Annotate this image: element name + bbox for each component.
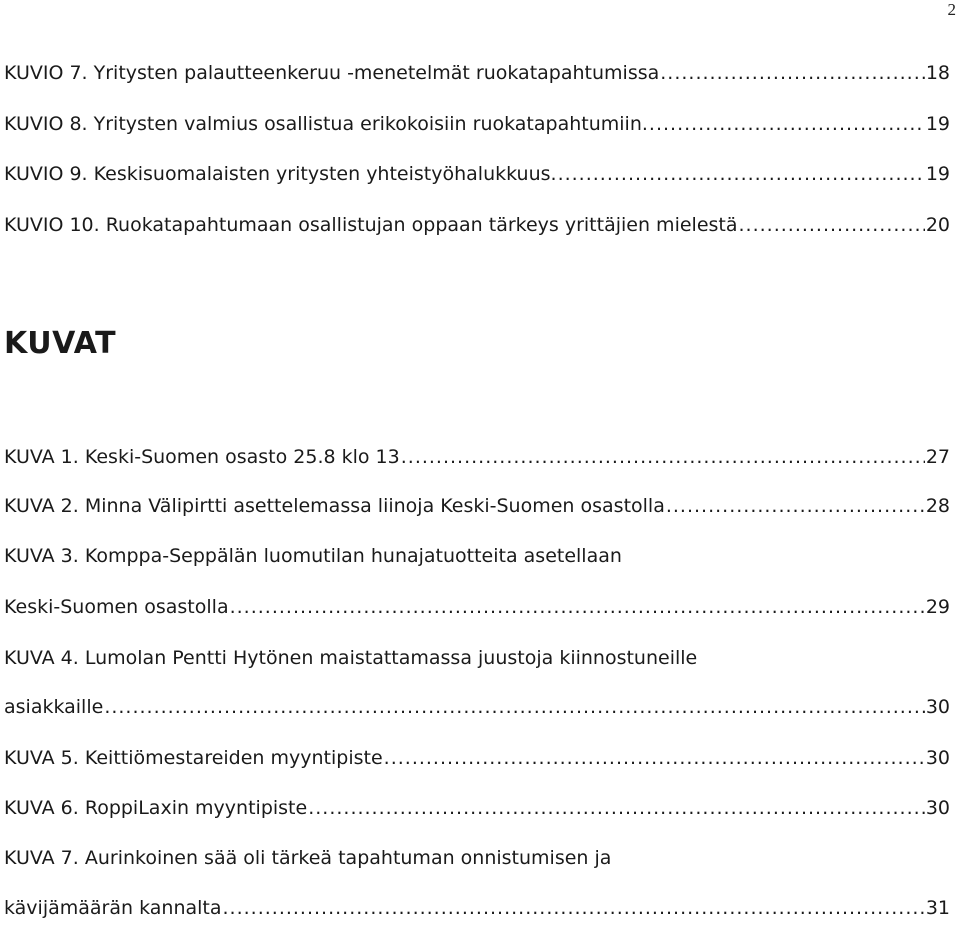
figure-entry[interactable] [4, 161, 950, 187]
image-entry[interactable] [4, 694, 950, 720]
page-number: 2 [947, 0, 956, 19]
leader-dots [230, 594, 925, 620]
image-entry[interactable] [4, 444, 950, 470]
image-label: KUVA 5. Keittiömestareiden myyntipiste [4, 747, 383, 769]
leader-dots [223, 895, 925, 921]
leader-dots [308, 795, 925, 821]
figure-label: KUVIO 8. Yritysten valmius osallistua erikokoisiin ruokatapahtumiin. [4, 113, 648, 135]
image-entry[interactable] [4, 795, 950, 821]
image-entry[interactable] [4, 493, 950, 519]
section-heading-kuvat: KUVAT [4, 326, 117, 361]
figure-page: 20 [925, 214, 950, 236]
image-page: 28 [925, 495, 950, 517]
figure-page: 19 [925, 163, 950, 185]
image-entry-line1[interactable]: KUVA 4. Lumolan Pentti Hytönen maistattamassa juustoja kiinnostuneille [4, 647, 698, 669]
figure-entry[interactable] [4, 212, 950, 238]
image-entry-line1[interactable]: KUVA 7. Aurinkoinen sää oli tärkeä tapahtuman onnistumisen ja [4, 847, 612, 869]
image-page: 30 [925, 797, 950, 819]
image-entry[interactable] [4, 895, 950, 921]
figure-label: KUVIO 10. Ruokatapahtumaan osallistujan oppaan tärkeys yrittäjien mielestä [4, 214, 738, 236]
leader-dots [660, 60, 925, 86]
leader-dots [558, 161, 925, 187]
figure-label: KUVIO 9. Keskisuomalaisten yritysten yhteistyöhalukkuus. [4, 163, 557, 185]
image-page: 29 [925, 596, 950, 618]
leader-dots [739, 212, 925, 238]
image-entry[interactable] [4, 594, 950, 620]
figure-entry[interactable] [4, 60, 950, 86]
leader-dots [384, 745, 925, 771]
image-entry[interactable] [4, 745, 950, 771]
image-label: KUVA 6. RoppiLaxin myyntipiste [4, 797, 308, 819]
image-label: kävijämäärän kannalta [4, 897, 222, 919]
figure-label: KUVIO 7. Yritysten palautteenkeruu -menetelmät ruokatapahtumissa [4, 62, 660, 84]
image-label: Keski-Suomen osastolla [4, 596, 229, 618]
image-entry-line1[interactable]: KUVA 3. Komppa-Seppälän luomutilan hunajatuotteita asetellaan [4, 545, 622, 567]
figure-entry[interactable] [4, 111, 950, 137]
image-label: KUVA 2. Minna Välipirtti asettelemassa liinoja Keski-Suomen osastolla [4, 495, 665, 517]
figure-page: 18 [925, 62, 950, 84]
leader-dots [666, 493, 925, 519]
image-page: 27 [925, 446, 950, 468]
image-page: 30 [925, 696, 950, 718]
leader-dots [401, 444, 925, 470]
image-label: asiakkaille [4, 696, 104, 718]
leader-dots [649, 111, 925, 137]
image-page: 30 [925, 747, 950, 769]
image-label: KUVA 1. Keski-Suomen osasto 25.8 klo 13 [4, 446, 400, 468]
figure-page: 19 [925, 113, 950, 135]
leader-dots [104, 694, 925, 720]
image-page: 31 [925, 897, 950, 919]
